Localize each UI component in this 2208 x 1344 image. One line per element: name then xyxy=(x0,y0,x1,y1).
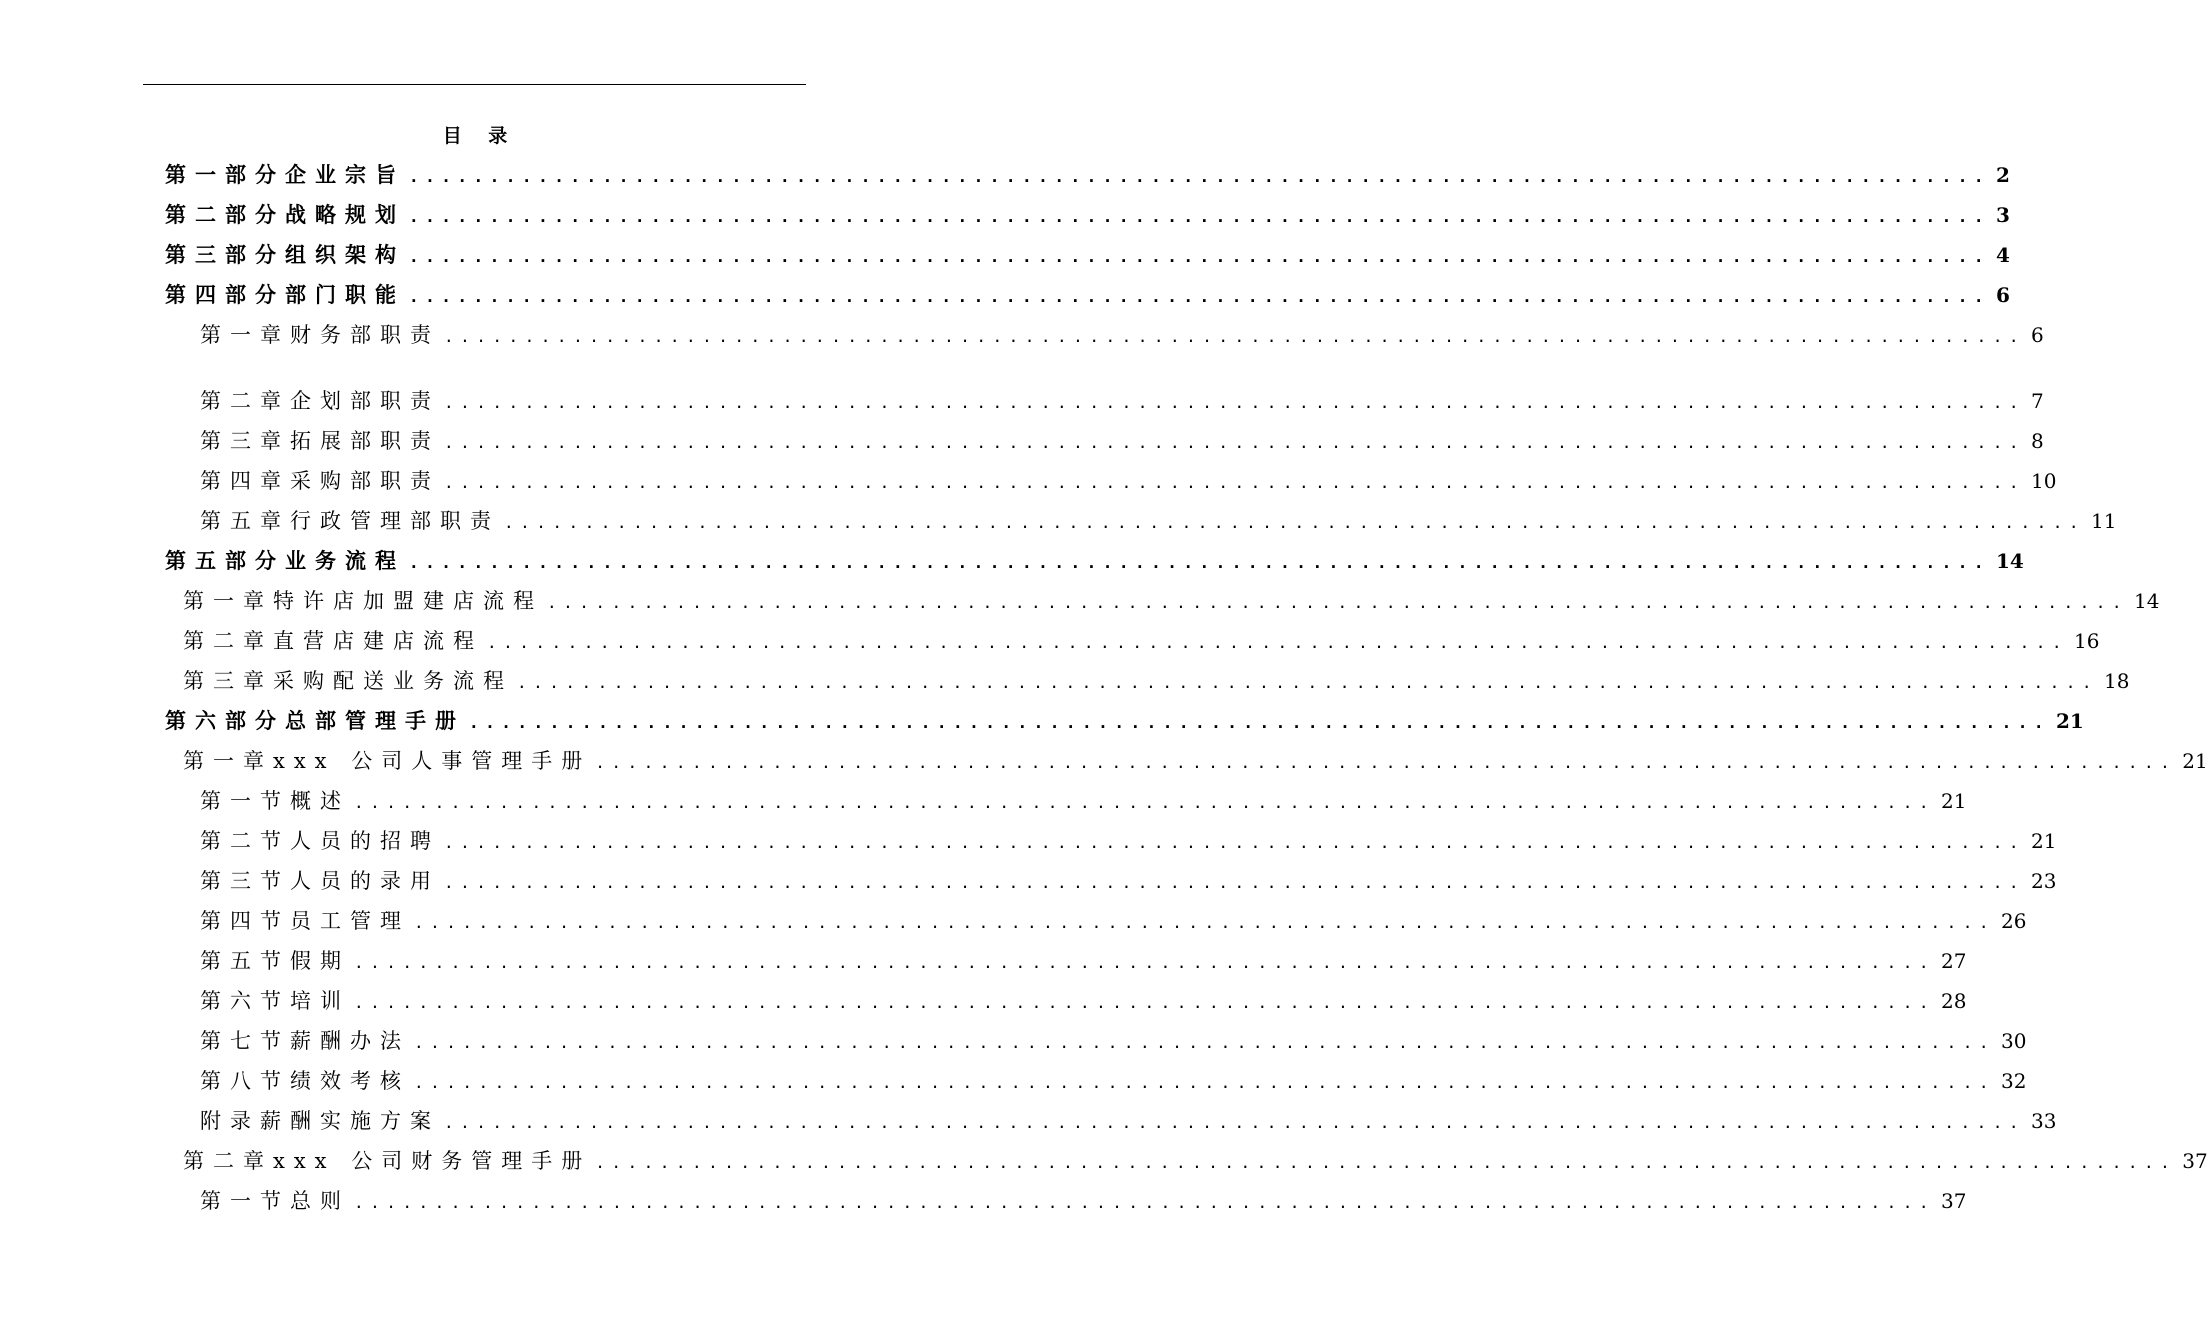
toc-entry-page: 37 xyxy=(1941,1189,1967,1213)
toc-leader-dots: .................................................................................................. xyxy=(547,593,2129,612)
toc-entry-title: 人员的招聘 xyxy=(290,829,440,853)
toc-entry-title: 企业宗旨 xyxy=(285,162,405,187)
toc-entry-title: xxx 公司人事管理手册 xyxy=(273,749,592,773)
toc-entry-title: 直营店建店流程 xyxy=(273,629,483,653)
toc-leader-dots: .................................................................................................. xyxy=(354,953,1936,972)
toc-entry-title: 员工管理 xyxy=(290,909,410,933)
toc-leader-dots: .................................................................................................. xyxy=(354,993,1936,1012)
toc-entry-page: 32 xyxy=(2001,1069,2027,1093)
toc-entry[interactable] xyxy=(200,947,1967,975)
toc-leader-dots: .................................................................................................. xyxy=(409,247,1991,266)
toc-entry-page: 18 xyxy=(2104,669,2130,693)
toc-entry-label: 第五部分 xyxy=(165,548,285,573)
toc-entry-page: 37 xyxy=(2182,1149,2208,1173)
toc-entry[interactable] xyxy=(200,787,1967,815)
toc-entry-label: 第一章 xyxy=(183,749,273,773)
toc-entry-title: 薪酬实施方案 xyxy=(260,1109,440,1133)
toc-entry[interactable] xyxy=(200,427,2044,455)
toc-leader-dots: .................................................................................................. xyxy=(409,553,1991,572)
toc-leader-dots: .................................................................................................. xyxy=(595,753,2177,772)
toc-entry-title: 采购配送业务流程 xyxy=(273,669,513,693)
toc-entry[interactable] xyxy=(165,201,2010,229)
toc-entry[interactable] xyxy=(200,1027,2027,1055)
toc-entry-label: 第二章 xyxy=(200,389,290,413)
toc-entry-title: 财务部职责 xyxy=(290,323,440,347)
toc-entry-page: 7 xyxy=(2031,389,2044,413)
toc-leader-dots: .................................................................................................. xyxy=(414,1033,1996,1052)
toc-entry-page: 21 xyxy=(2056,709,2084,733)
toc-entry-title: 战略规划 xyxy=(285,202,405,227)
toc-entry-page: 11 xyxy=(2091,509,2117,533)
toc-entry-label: 第二章 xyxy=(183,1149,273,1173)
toc-entry[interactable] xyxy=(165,281,2010,309)
toc-entry-label: 第四部分 xyxy=(165,282,285,307)
toc-entry[interactable] xyxy=(200,1067,2027,1095)
toc-entry-label: 第三节 xyxy=(200,869,290,893)
toc-entry-page: 33 xyxy=(2031,1109,2057,1133)
toc-entry-label: 第一节 xyxy=(200,1189,290,1213)
toc-entry-label: 附录 xyxy=(200,1109,260,1133)
toc-entry-page: 3 xyxy=(1996,203,2010,227)
toc-entry[interactable] xyxy=(200,907,2027,935)
toc-leader-dots: .................................................................................................. xyxy=(409,207,1991,226)
toc-entry-label: 第三章 xyxy=(200,429,290,453)
toc-leader-dots: .................................................................................................. xyxy=(354,1193,1936,1212)
toc-leader-dots: .................................................................................................. xyxy=(444,1113,2026,1132)
toc-entry[interactable] xyxy=(165,241,2010,269)
toc-entry-label: 第三部分 xyxy=(165,242,285,267)
toc-entry[interactable] xyxy=(200,387,2044,415)
toc-entry-label: 第一节 xyxy=(200,789,290,813)
toc-entry-title: 总部管理手册 xyxy=(285,708,465,733)
toc-entry-page: 2 xyxy=(1996,163,2010,187)
toc-entry-page: 6 xyxy=(2031,323,2044,347)
toc-entry-label: 第四节 xyxy=(200,909,290,933)
toc-entry-label: 第一章 xyxy=(183,589,273,613)
toc-leader-dots: .................................................................................................. xyxy=(517,673,2099,692)
toc-leader-dots: .................................................................................................. xyxy=(595,1153,2177,1172)
toc-entry[interactable] xyxy=(165,707,2084,735)
toc-entry-page: 14 xyxy=(1996,549,2024,573)
toc-entry-title: 企划部职责 xyxy=(290,389,440,413)
toc-entry-label: 第五节 xyxy=(200,949,290,973)
toc-entry-label: 第一部分 xyxy=(165,162,285,187)
toc-entry-label: 第八节 xyxy=(200,1069,290,1093)
toc-entry[interactable] xyxy=(200,1187,1967,1215)
toc-entry-title: 绩效考核 xyxy=(290,1069,410,1093)
toc-entry-page: 14 xyxy=(2134,589,2160,613)
toc-entry-title: 行政管理部职责 xyxy=(290,509,500,533)
toc-entry-title: 拓展部职责 xyxy=(290,429,440,453)
toc-entry-label: 第二章 xyxy=(183,629,273,653)
toc-leader-dots: .................................................................................................. xyxy=(444,833,2026,852)
toc-entry-page: 28 xyxy=(1941,989,1967,1013)
toc-entry[interactable] xyxy=(200,1107,2057,1135)
toc-entry-title: xxx 公司财务管理手册 xyxy=(273,1149,592,1173)
toc-entry-title: 特许店加盟建店流程 xyxy=(273,589,543,613)
toc-entry-page: 26 xyxy=(2001,909,2027,933)
toc-leader-dots: .................................................................................................. xyxy=(409,287,1991,306)
toc-entry[interactable] xyxy=(183,747,2208,775)
toc-entry-label: 第六节 xyxy=(200,989,290,1013)
toc-leader-dots: .................................................................................................. xyxy=(487,633,2069,652)
toc-entry-page: 30 xyxy=(2001,1029,2027,1053)
toc-leader-dots: .................................................................................................. xyxy=(444,473,2026,492)
toc-entry-title: 组织架构 xyxy=(285,242,405,267)
toc-entry-label: 第二节 xyxy=(200,829,290,853)
header-rule xyxy=(143,84,806,85)
toc-entry[interactable] xyxy=(183,627,2100,655)
toc-leader-dots: .................................................................................................. xyxy=(469,713,2051,732)
toc-entry-label: 第三章 xyxy=(183,669,273,693)
toc-entry-title: 采购部职责 xyxy=(290,469,440,493)
toc-entry-page: 21 xyxy=(2182,749,2208,773)
toc-leader-dots: .................................................................................................. xyxy=(444,327,2026,346)
toc-leader-dots: .................................................................................................. xyxy=(354,793,1936,812)
toc-entry-page: 21 xyxy=(2031,829,2057,853)
toc-leader-dots: .................................................................................................. xyxy=(414,913,1996,932)
toc-leader-dots: .................................................................................................. xyxy=(409,167,1991,186)
toc-entry-label: 第六部分 xyxy=(165,708,285,733)
toc-entry[interactable] xyxy=(165,547,2024,575)
toc-entry-title: 薪酬办法 xyxy=(290,1029,410,1053)
toc-entry[interactable] xyxy=(183,1147,2208,1175)
toc-leader-dots: .................................................................................................. xyxy=(444,873,2026,892)
toc-entry-page: 23 xyxy=(2031,869,2057,893)
toc-entry-label: 第二部分 xyxy=(165,202,285,227)
toc-leader-dots: .................................................................................................. xyxy=(414,1073,1996,1092)
toc-entry-title: 人员的录用 xyxy=(290,869,440,893)
toc-entry-label: 第七节 xyxy=(200,1029,290,1053)
toc-leader-dots: .................................................................................................. xyxy=(504,513,2086,532)
toc-entry-page: 8 xyxy=(2031,429,2044,453)
toc-leader-dots: .................................................................................................. xyxy=(444,393,2026,412)
toc-entry[interactable] xyxy=(165,161,2010,189)
toc-title: 目 录 xyxy=(442,125,518,147)
toc-entry-page: 27 xyxy=(1941,949,1967,973)
toc-entry-page: 10 xyxy=(2031,469,2057,493)
toc-entry-page: 6 xyxy=(1996,283,2010,307)
toc-entry[interactable] xyxy=(183,667,2130,695)
toc-entry-title: 概述 xyxy=(290,789,350,813)
toc-entry-label: 第五章 xyxy=(200,509,290,533)
toc-leader-dots: .................................................................................................. xyxy=(444,433,2026,452)
toc-entry-page: 4 xyxy=(1996,243,2010,267)
toc-entry-title: 部门职能 xyxy=(285,282,405,307)
toc-entry[interactable] xyxy=(200,987,1967,1015)
toc-entry[interactable] xyxy=(200,467,2057,495)
toc-entry[interactable] xyxy=(200,827,2057,855)
toc-entry-page: 16 xyxy=(2074,629,2100,653)
toc-entry-label: 第四章 xyxy=(200,469,290,493)
toc-entry-page: 21 xyxy=(1941,789,1967,813)
toc-entry[interactable] xyxy=(200,321,2044,349)
toc-entry[interactable] xyxy=(200,507,2117,535)
toc-entry-title: 假期 xyxy=(290,949,350,973)
toc-entry-title: 总则 xyxy=(290,1189,350,1213)
toc-entry-label: 第一章 xyxy=(200,323,290,347)
toc-entry-title: 培训 xyxy=(290,989,350,1013)
toc-entry[interactable] xyxy=(183,587,2160,615)
toc-entry[interactable] xyxy=(200,867,2057,895)
toc-entry-title: 业务流程 xyxy=(285,548,405,573)
